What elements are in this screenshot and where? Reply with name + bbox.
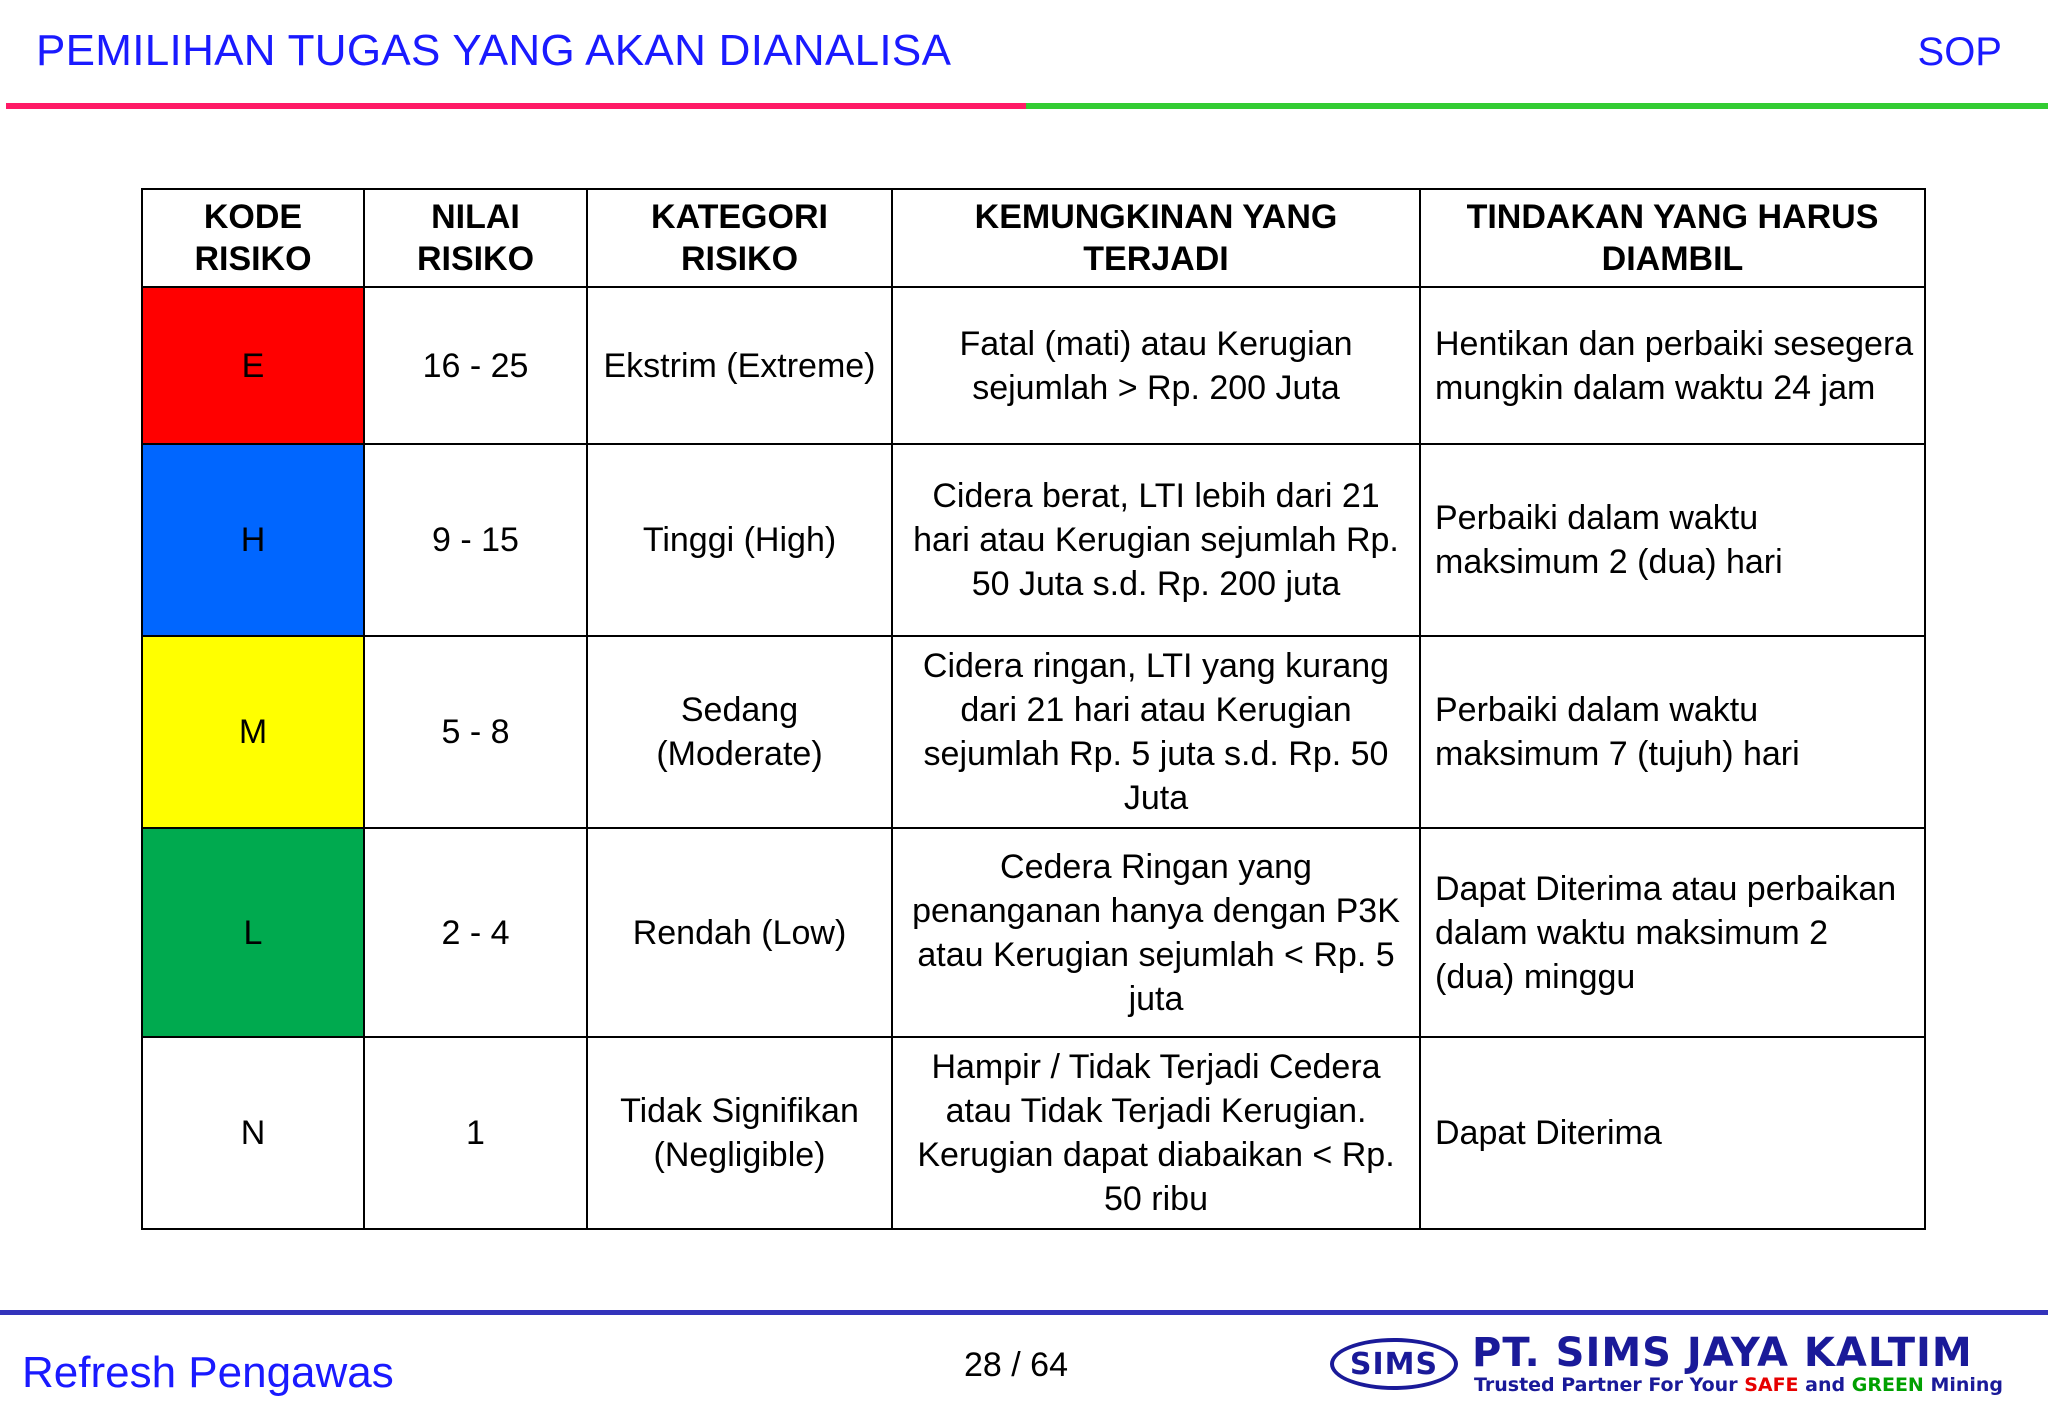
risk-action-cell: Hentikan dan perbaiki sesegera mungkin dalam waktu 24 jam — [1420, 287, 1925, 444]
risk-code-cell: N — [142, 1037, 364, 1229]
risk-consequence-cell: Fatal (mati) atau Kerugian sejumlah > Rp. 200 Juta — [892, 287, 1420, 444]
risk-category-cell: Tidak Signifikan (Negligible) — [587, 1037, 892, 1229]
header-kategori-risiko: KATEGORI RISIKO — [587, 189, 892, 287]
company-logo — [1330, 1330, 2020, 1398]
header-tindakan: TINDAKAN YANG HARUS DIAMBIL — [1420, 189, 1925, 287]
risk-code-cell: M — [142, 636, 364, 828]
risk-category-cell: Tinggi (High) — [587, 444, 892, 636]
table-row — [142, 636, 1925, 828]
risk-value-cell: 5 - 8 — [364, 636, 587, 828]
tagline-pre: Trusted Partner For Your — [1474, 1374, 1745, 1396]
header-divider-pink — [6, 103, 1026, 109]
risk-code-cell: H — [142, 444, 364, 636]
tagline-safe: SAFE — [1744, 1374, 1799, 1396]
risk-category-cell: Rendah (Low) — [587, 828, 892, 1037]
risk-matrix-table — [141, 188, 1926, 1230]
risk-consequence-cell: Cidera berat, LTI lebih dari 21 hari atau Kerugian sejumlah Rp. 50 Juta s.d. Rp. 200 juta — [892, 444, 1420, 636]
table-row — [142, 828, 1925, 1037]
risk-code-cell: L — [142, 828, 364, 1037]
header-kode-risiko: KODE RISIKO — [142, 189, 364, 287]
risk-action-cell: Perbaiki dalam waktu maksimum 2 (dua) hari — [1420, 444, 1925, 636]
risk-value-cell: 1 — [364, 1037, 587, 1229]
footer-divider — [0, 1310, 2048, 1315]
doc-tag: SOP — [1917, 30, 2002, 74]
header-kemungkinan: KEMUNGKINAN YANG TERJADI — [892, 189, 1420, 287]
header-nilai-risiko: NILAI RISIKO — [364, 189, 587, 287]
risk-action-cell: Perbaiki dalam waktu maksimum 7 (tujuh) hari — [1420, 636, 1925, 828]
table-header-row — [142, 189, 1925, 287]
risk-value-cell: 16 - 25 — [364, 287, 587, 444]
page-number: 28 / 64 — [964, 1346, 1068, 1384]
risk-code-cell: E — [142, 287, 364, 444]
table-row — [142, 444, 1925, 636]
tagline-post: Mining — [1923, 1374, 2004, 1396]
table-row — [142, 1037, 1925, 1229]
company-name: PT. SIMS JAYA KALTIM — [1472, 1330, 1973, 1376]
table-row — [142, 287, 1925, 444]
sims-logo-mark: SIMS — [1330, 1338, 1458, 1390]
risk-action-cell: Dapat Diterima — [1420, 1037, 1925, 1229]
risk-category-cell: Sedang (Moderate) — [587, 636, 892, 828]
risk-consequence-cell: Hampir / Tidak Terjadi Cedera atau Tidak Terjadi Kerugian. Kerugian dapat diabaikan < Rp. 50 ribu — [892, 1037, 1420, 1229]
footer-title: Refresh Pengawas — [22, 1348, 394, 1397]
risk-value-cell: 9 - 15 — [364, 444, 587, 636]
risk-category-cell: Ekstrim (Extreme) — [587, 287, 892, 444]
page-title: PEMILIHAN TUGAS YANG AKAN DIANALISA — [36, 26, 952, 75]
header-divider-green — [1026, 103, 2048, 109]
risk-action-cell: Dapat Diterima atau perbaikan dalam waktu maksimum 2 (dua) minggu — [1420, 828, 1925, 1037]
tagline-mid: and — [1798, 1374, 1852, 1396]
risk-consequence-cell: Cidera ringan, LTI yang kurang dari 21 hari atau Kerugian sejumlah Rp. 5 juta s.d. Rp. 50 Juta — [892, 636, 1420, 828]
tagline-green: GREEN — [1851, 1374, 1924, 1396]
company-tagline — [1474, 1374, 2003, 1396]
risk-value-cell: 2 - 4 — [364, 828, 587, 1037]
risk-consequence-cell: Cedera Ringan yang penanganan hanya dengan P3K atau Kerugian sejumlah < Rp. 5 juta — [892, 828, 1420, 1037]
